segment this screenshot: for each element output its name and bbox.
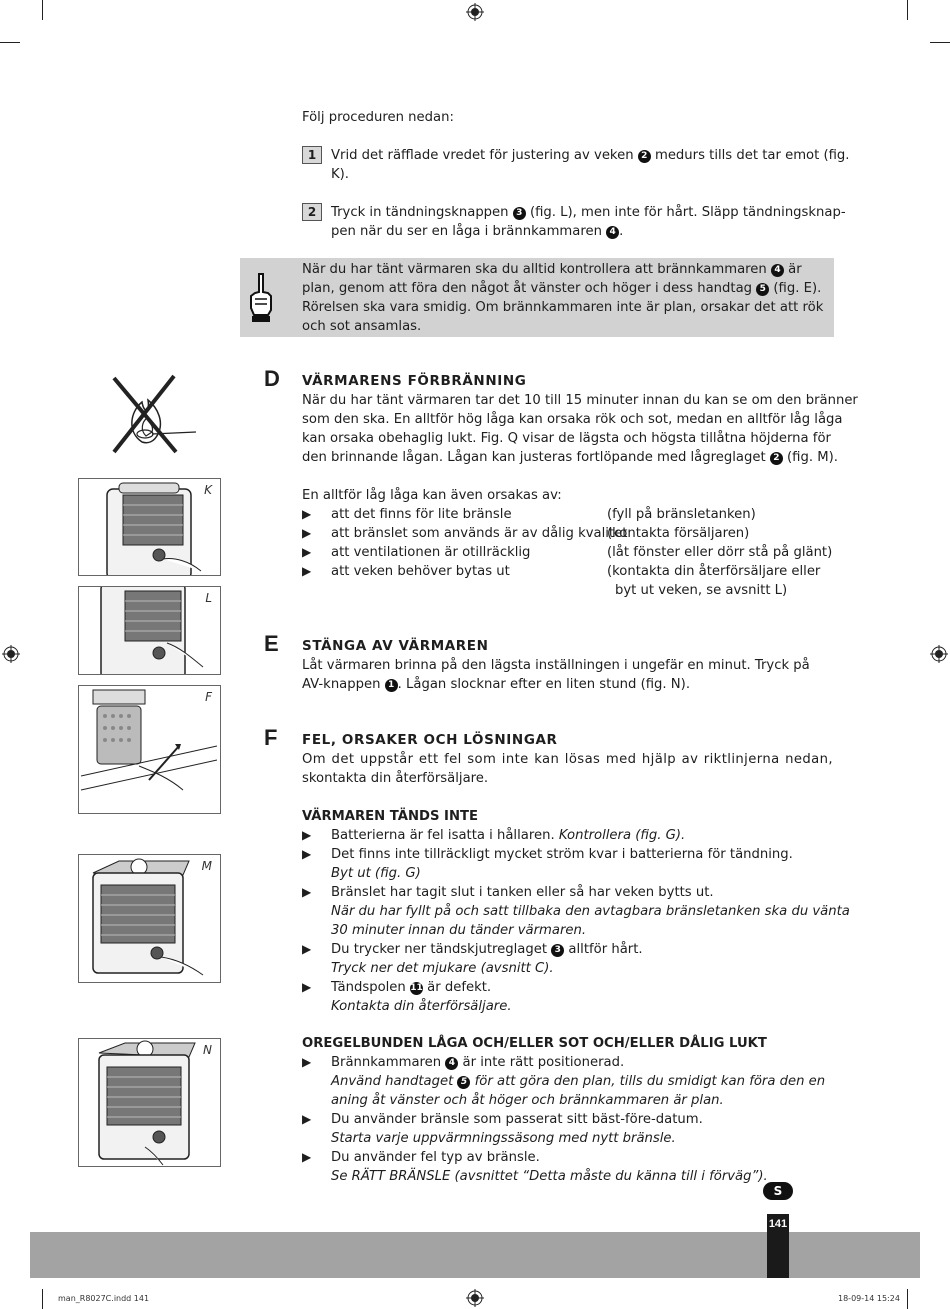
list-item: ▶ Tändspolen 11 är defekt. <box>302 980 492 995</box>
bullet-arrow-icon: ▶ <box>302 1055 312 1069</box>
trouble-list: ▶ Brännkammaren 4 är inte rätt positionerad. Använd handtaget 5 för att göra den plan, tills du smidigt kan föra den en aning åt vänster och åt höger och brännkammaren är plan. ▶ Du använder bränsle som passerat sitt bäst-före-datum. Starta varje uppvärmningssäsong med nytt bränsle. ▶ Du använder fel typ av bränsle. Se RÄTT BRÄNSLE (avsnittet “Detta måste du känna till i förväg”). <box>302 1055 826 1184</box>
bullet-arrow-icon: ▶ <box>302 828 312 842</box>
bullet-arrow-icon: ▶ <box>302 1112 312 1126</box>
bullet-arrow-icon: ▶ <box>302 885 312 899</box>
bullet-arrow-icon: ▶ <box>302 847 312 861</box>
list-item: ▶ Bränslet har tagit slut i tanken eller så har veken bytts ut. <box>302 885 714 900</box>
section-d-body: När du har tänt värmaren tar det 10 till 15 minuter innan du kan se om den bränner som den ska. En alltför hög låga kan orsaka rök och sot, medan en alltför låg låga kan orsaka obehaglig lukt. Fig. Q visar de lägsta och högsta tillåtna höjderna för den brinnande lågan. Lågan kan justeras fortlöpande med lågreglaget 2 (fig. M). <box>302 393 858 465</box>
bullet-arrow-icon: ▶ <box>302 942 312 956</box>
section-title: VÄRMARENS FÖRBRÄNNING <box>302 373 527 389</box>
crop-mark <box>42 0 43 20</box>
list-item: ▶ att ventilationen är otillräcklig (låt fönster eller dörr stå på glänt) <box>302 545 833 560</box>
list-item: ▶ Batterierna är fel isatta i hållaren. Kontrollera (fig. G). <box>302 828 686 843</box>
bullet-arrow-icon: ▶ <box>302 507 312 521</box>
figure-m <box>78 854 221 983</box>
list-item: ▶ Brännkammaren 4 är inte rätt positionerad. <box>302 1055 625 1070</box>
registration-mark-icon <box>466 1289 484 1307</box>
subheading: VÄRMAREN TÄNDS INTE <box>302 809 478 824</box>
no-flame-icon <box>102 372 200 458</box>
registration-mark-icon <box>2 645 20 663</box>
step-text: Vrid det räfflade vredet för justering av veken 2 medurs tills det tar emot (fig. K). <box>331 148 850 182</box>
registration-mark-icon <box>930 645 948 663</box>
section-letter: E <box>264 631 279 656</box>
crop-mark <box>42 1289 43 1309</box>
page-number: 141 <box>768 1218 788 1230</box>
list-item: ▶ Du använder bränsle som passerat sitt bäst-före-datum. <box>302 1112 703 1127</box>
part-number-icon: 3 <box>513 207 526 220</box>
causes-list: ▶ att det finns för lite bränsle (fyll på bränsletanken) ▶ att bränslet som används är av dålig kvalitet (kontakta försäljaren) ▶ att ventilationen är otillräcklig (låt fönster eller dörr stå på glänt) ▶ att veken behöver bytas ut (kontakta din återförsäljare eller byt ut veken, se avsnitt L) <box>302 507 833 598</box>
part-number-icon: 4 <box>445 1057 458 1070</box>
intro-text: Följ proceduren nedan: <box>302 110 454 125</box>
crop-mark <box>930 42 950 43</box>
pointing-hand-icon <box>246 272 276 324</box>
section-title: FEL, ORSAKER OCH LÖSNINGAR <box>302 732 558 748</box>
note-text: När du har tänt värmaren ska du alltid kontrollera att brännkammaren 4 är plan, genom att föra den något åt vänster och höger i dess handtag 5 (fig. E). Rörelsen ska vara smidig. Om brännkammaren inte är plan, orsakar det att rök och sot ansamlas. <box>302 262 824 334</box>
part-number-icon: 3 <box>551 944 564 957</box>
footer-filename: man_R8027C.indd 141 <box>58 1294 150 1303</box>
step-number: 2 <box>302 203 322 221</box>
crop-mark <box>907 1289 908 1309</box>
footer-timestamp: 18-09-14 15:24 <box>838 1294 900 1303</box>
list-item: ▶ Du använder fel typ av bränsle. <box>302 1150 540 1165</box>
part-number-icon: 1 <box>385 679 398 692</box>
bullet-arrow-icon: ▶ <box>302 545 312 559</box>
crop-mark <box>0 42 20 43</box>
list-item: ▶ Det finns inte tillräckligt mycket ström kvar i batterierna för tändning. <box>302 847 793 862</box>
list-item: ▶ att bränslet som används är av dålig kvalitet (kontakta försäljaren) <box>302 526 750 541</box>
bullet-arrow-icon: ▶ <box>302 564 312 578</box>
part-number-icon: 2 <box>638 150 651 163</box>
section-e-body: Låt värmaren brinna på den lägsta inställningen i ungefär en minut. Tryck på AV-knappen 1 . Lågan slocknar efter en liten stund (fig. N). <box>302 658 810 692</box>
figure-label: K <box>204 483 212 497</box>
section-f-body: Om det uppstår ett fel som inte kan lösas med hjälp av riktlinjerna nedan, skontakta din återförsäljare. <box>302 752 833 786</box>
subheading: OREGELBUNDEN LÅGA OCH/ELLER SOT OCH/ELLER DÅLIG LUKT <box>302 1036 767 1051</box>
figure-n <box>78 1038 221 1167</box>
part-number-icon: 11 <box>410 983 423 993</box>
step-text: Tryck in tändningsknappen 3 (fig. L), men inte för hårt. Släpp tändningsknap- pen när du ser en låga i brännkammaren 4 . <box>331 205 846 239</box>
figure-f <box>78 685 221 814</box>
figure-label: M <box>201 859 212 873</box>
section-letter: F <box>264 725 278 750</box>
part-number-icon: 4 <box>606 226 619 239</box>
figure-label: N <box>203 1043 212 1057</box>
list-item: ▶ att det finns för lite bränsle (fyll på bränsletanken) <box>302 507 756 522</box>
trouble-list: ▶ Batterierna är fel isatta i hållaren. Kontrollera (fig. G). ▶ Det finns inte tillräckligt mycket ström kvar i batterierna för tändning. Byt ut (fig. G) ▶ Bränslet har tagit slut i tanken eller så har veken bytts ut. När du har fyllt på och satt tillbaka den avtagbara bränsletanken ska du vänta 30 minuter innan du tänder värmaren. ▶ Du trycker ner tändskjutreglaget 3 alltför hårt. Tryck ner det mjukare (avsnitt C). ▶ Tändspolen 11 är defekt. Kontakta din återförsäljare. <box>302 828 850 1014</box>
part-number-icon: 5 <box>756 283 769 296</box>
language-badge: S <box>763 1182 793 1200</box>
figure-label: L <box>205 591 212 605</box>
part-number-icon: 2 <box>770 452 783 465</box>
figure-label: F <box>205 690 212 704</box>
list-item: ▶ Du trycker ner tändskjutreglaget 3 alltför hårt. <box>302 942 643 957</box>
causes-intro: En alltför låg låga kan även orsakas av: <box>302 488 562 503</box>
part-number-icon: 5 <box>457 1076 470 1089</box>
figure-k <box>78 478 221 576</box>
list-item: ▶ att veken behöver bytas ut (kontakta din återförsäljare eller <box>302 564 821 579</box>
step-number: 1 <box>302 146 322 164</box>
bullet-arrow-icon: ▶ <box>302 1150 312 1164</box>
bullet-arrow-icon: ▶ <box>302 526 312 540</box>
registration-mark-icon <box>466 3 484 21</box>
section-title: STÄNGA AV VÄRMAREN <box>302 638 489 654</box>
crop-mark <box>907 0 908 20</box>
bullet-arrow-icon: ▶ <box>302 980 312 994</box>
section-letter: D <box>264 366 280 391</box>
figure-l <box>78 586 221 675</box>
part-number-icon: 4 <box>771 264 784 277</box>
